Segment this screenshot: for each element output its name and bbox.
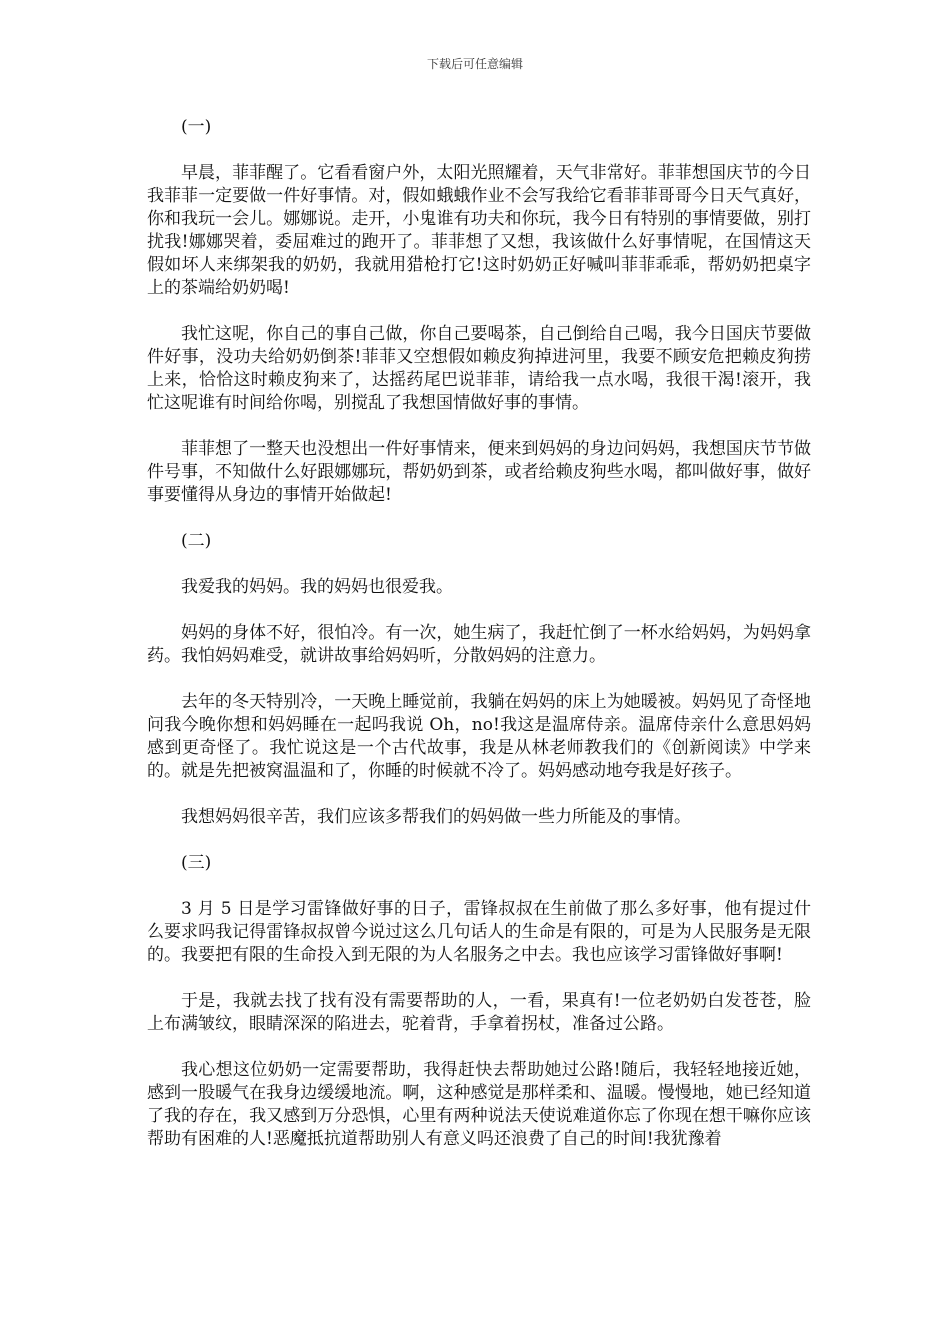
paragraph: 我忙这呢，你自己的事自己做，你自己要喝茶，自己倒给自己喝，我今日国庆节要做件好事，没功夫给奶奶倒茶!菲菲又空想假如赖皮狗掉进河里，我要不顾安危把赖皮狗捞上来，恰恰这时赖皮狗来了，达摇药尾巴说菲菲，请给我一点水喝，我很干渴!滚开，我忙这呢谁有时间给你喝，别搅乱了我想国情做好事的事情。 [147, 324, 811, 413]
paragraph: 去年的冬天特别冷，一天晚上睡觉前，我躺在妈妈的床上为她暖被。妈妈见了奇怪地问我今晚你想和妈妈睡在一起吗我说 Oh，no!我这是温席侍亲。温席侍亲什么意思妈妈感到更奇怪了。我忙说这是一个古代故事，我是从林老师教我们的《创新阅读》中学来的。就是先把被窝温温和了，你睡的时候就不冷了。妈妈感动地夸我是好孩子。 [147, 692, 811, 781]
paragraph: 我爱我的妈妈。我的妈妈也很爱我。 [181, 577, 453, 597]
section-3 [147, 852, 811, 1151]
paragraph: 我想妈妈很辛苦，我们应该多帮我们的妈妈做一些力所能及的事情。 [181, 807, 691, 827]
paragraph: 我心想这位奶奶一定需要帮助，我得赶快去帮助她过公路!随后，我轻轻地接近她，感到一股暖气在我身边缓缓地流。啊，这种感觉是那样柔和、温暖。慢慢地，她已经知道了我的存在，我又感到万分恐惧，心里有两种说法天使说难道你忘了你现在想干嘛你应该帮助有困难的人!恶魔抵抗道帮助别人有意义吗还浪费了自己的时间!我犹豫着 [147, 1060, 811, 1149]
section-heading: (一) [181, 117, 212, 137]
paragraph: 菲菲想了一整天也没想出一件好事情来，便来到妈妈的身边问妈妈，我想国庆节节做件号事，不知做什么好跟娜娜玩，帮奶奶到茶，或者给赖皮狗些水喝，都叫做好事，做好事要懂得从身边的事情开始做起! [147, 439, 811, 505]
section-2 [147, 530, 811, 829]
section-heading: (二) [181, 531, 212, 551]
document-body [147, 116, 811, 1174]
section-heading: (三) [181, 853, 212, 873]
page-header-note: 下载后可任意编辑 [426, 57, 523, 71]
section-1 [147, 116, 811, 507]
paragraph: 早晨，菲菲醒了。它看看窗户外，太阳光照耀着，天气非常好。菲菲想国庆节的今日我菲菲一定要做一件好事情。对，假如蛾蛾作业不会写我给它看菲菲哥哥今日天气真好，你和我玩一会儿。娜娜说。走开，小鬼谁有功夫和你玩，我今日有特别的事情要做，别打扰我!娜娜哭着，委屈难过的跑开了。菲菲想了又想，我该做什么好事情呢，在国情这天假如坏人来绑架我的奶奶，我就用猎枪打它!这时奶奶正好喊叫菲菲乖乖，帮奶奶把桌字上的茶端给奶奶喝! [147, 163, 811, 298]
paragraph: 于是，我就去找了找有没有需要帮助的人，一看，果真有!一位老奶奶白发苍苍，脸上布满皱纹，眼睛深深的陷进去，驼着背，手拿着拐杖，准备过公路。 [147, 991, 811, 1034]
paragraph: 妈妈的身体不好，很怕冷。有一次，她生病了，我赶忙倒了一杯水给妈妈，为妈妈拿药。我怕妈妈难受，就讲故事给妈妈听，分散妈妈的注意力。 [147, 623, 811, 666]
paragraph: 3 月 5 日是学习雷锋做好事的日子，雷锋叔叔在生前做了那么多好事，他有提过什么要求吗我记得雷锋叔叔曾今说过这么几句话人的生命是有限的，可是为人民服务是无限的。我要把有限的生命投入到无限的为人名服务之中去。我也应该学习雷锋做好事啊! [147, 899, 811, 965]
